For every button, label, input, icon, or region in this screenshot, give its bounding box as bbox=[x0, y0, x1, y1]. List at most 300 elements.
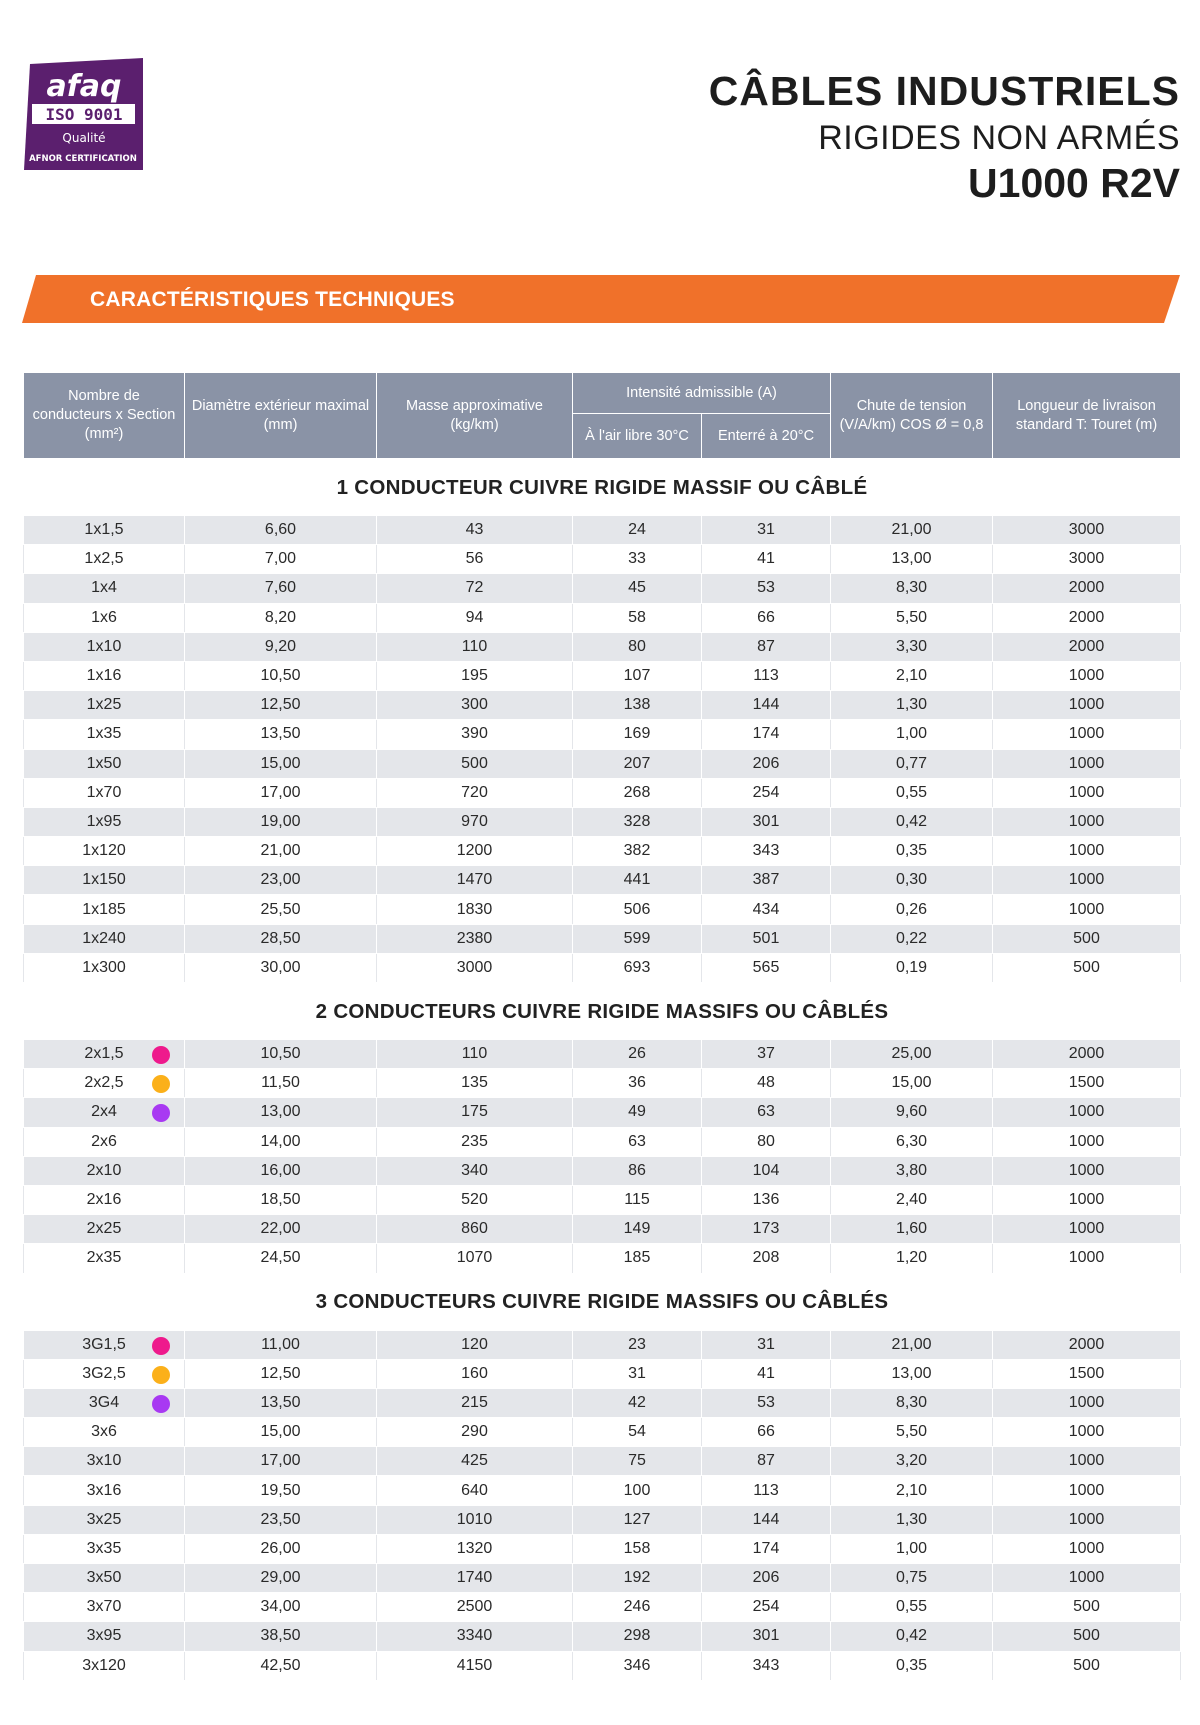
cell-mass: 860 bbox=[377, 1215, 573, 1244]
table-body bbox=[24, 459, 1181, 1681]
cell-length: 2000 bbox=[993, 632, 1181, 661]
cell-drop: 0,30 bbox=[831, 866, 993, 895]
table-row bbox=[24, 1622, 1181, 1651]
cell-buried: 48 bbox=[702, 1069, 831, 1098]
cell-drop: 21,00 bbox=[831, 516, 993, 545]
cell-length: 3000 bbox=[993, 516, 1181, 545]
cell-drop: 15,00 bbox=[831, 1069, 993, 1098]
cell-diameter: 7,60 bbox=[185, 574, 377, 603]
cell-drop: 8,30 bbox=[831, 1388, 993, 1417]
cell-mass: 1070 bbox=[377, 1244, 573, 1273]
cell-length: 500 bbox=[993, 1651, 1181, 1680]
table-row bbox=[24, 924, 1181, 953]
cell-length: 1000 bbox=[993, 837, 1181, 866]
section-value: 2x2,5 bbox=[84, 1074, 124, 1092]
group-heading-row bbox=[24, 1273, 1181, 1331]
cell-length: 1000 bbox=[993, 1505, 1181, 1534]
cell-mass: 195 bbox=[377, 661, 573, 690]
cell-drop: 5,50 bbox=[831, 603, 993, 632]
cell-drop: 2,40 bbox=[831, 1185, 993, 1214]
cell-mass: 94 bbox=[377, 603, 573, 632]
cell-diameter: 38,50 bbox=[185, 1622, 377, 1651]
section-value: 1x240 bbox=[82, 929, 126, 947]
cell-mass: 56 bbox=[377, 545, 573, 574]
cell-buried: 37 bbox=[702, 1040, 831, 1069]
cell-section bbox=[24, 574, 185, 603]
cell-air: 107 bbox=[573, 661, 702, 690]
table-row bbox=[24, 1476, 1181, 1505]
cell-drop: 2,10 bbox=[831, 1476, 993, 1505]
section-value: 1x95 bbox=[86, 812, 122, 830]
table-row bbox=[24, 574, 1181, 603]
cell-buried: 41 bbox=[702, 545, 831, 574]
section-value: 3x10 bbox=[86, 1452, 122, 1470]
color-dot-icon bbox=[152, 1337, 170, 1355]
table-row bbox=[24, 1593, 1181, 1622]
cell-length: 2000 bbox=[993, 603, 1181, 632]
cell-mass: 110 bbox=[377, 632, 573, 661]
section-value: 3x70 bbox=[86, 1598, 122, 1616]
cell-diameter: 15,00 bbox=[185, 749, 377, 778]
cell-diameter: 13,50 bbox=[185, 1388, 377, 1417]
section-value: 1x120 bbox=[82, 842, 126, 860]
cell-air: 346 bbox=[573, 1651, 702, 1680]
cell-air: 382 bbox=[573, 837, 702, 866]
cell-buried: 173 bbox=[702, 1215, 831, 1244]
cell-mass: 300 bbox=[377, 691, 573, 720]
cell-diameter: 23,50 bbox=[185, 1505, 377, 1534]
cell-drop: 1,60 bbox=[831, 1215, 993, 1244]
header-air: À l'air libre 30°C bbox=[573, 414, 702, 459]
cell-buried: 501 bbox=[702, 924, 831, 953]
table-row bbox=[24, 749, 1181, 778]
header-section: Nombre de conducteurs x Section (mm²) bbox=[24, 373, 185, 459]
cell-diameter: 7,00 bbox=[185, 545, 377, 574]
cell-length: 1000 bbox=[993, 661, 1181, 690]
section-value: 3G4 bbox=[88, 1393, 120, 1411]
cell-drop: 13,00 bbox=[831, 545, 993, 574]
cell-diameter: 42,50 bbox=[185, 1651, 377, 1680]
logo-quality: Qualité bbox=[62, 131, 106, 145]
cell-length: 1000 bbox=[993, 1127, 1181, 1156]
table-row bbox=[24, 1447, 1181, 1476]
cell-mass: 390 bbox=[377, 720, 573, 749]
cell-section bbox=[24, 1476, 185, 1505]
table-row bbox=[24, 1505, 1181, 1534]
cell-air: 192 bbox=[573, 1564, 702, 1593]
cell-buried: 53 bbox=[702, 1388, 831, 1417]
cell-drop: 0,35 bbox=[831, 837, 993, 866]
cell-section bbox=[24, 1098, 185, 1127]
cell-air: 138 bbox=[573, 691, 702, 720]
section-value: 2x16 bbox=[86, 1191, 122, 1209]
table-row bbox=[24, 1564, 1181, 1593]
cell-length: 1000 bbox=[993, 720, 1181, 749]
table-row bbox=[24, 1127, 1181, 1156]
cell-mass: 43 bbox=[377, 516, 573, 545]
cell-drop: 0,26 bbox=[831, 895, 993, 924]
logo-brand: afaq bbox=[46, 69, 122, 104]
table-row bbox=[24, 1040, 1181, 1069]
cell-mass: 2500 bbox=[377, 1593, 573, 1622]
group-title: 2 CONDUCTEURS CUIVRE RIGIDE MASSIFS OU CÂBLÉS bbox=[24, 983, 1181, 1041]
cell-length: 1000 bbox=[993, 895, 1181, 924]
cell-length: 500 bbox=[993, 1593, 1181, 1622]
cell-section bbox=[24, 1564, 185, 1593]
table-row bbox=[24, 1215, 1181, 1244]
cell-mass: 640 bbox=[377, 1476, 573, 1505]
cell-section bbox=[24, 1185, 185, 1214]
cell-drop: 3,80 bbox=[831, 1156, 993, 1185]
cell-buried: 206 bbox=[702, 1564, 831, 1593]
cell-buried: 174 bbox=[702, 1534, 831, 1563]
section-value: 1x4 bbox=[91, 579, 117, 597]
cell-diameter: 24,50 bbox=[185, 1244, 377, 1273]
cell-mass: 72 bbox=[377, 574, 573, 603]
table-row bbox=[24, 720, 1181, 749]
section-value: 1x70 bbox=[86, 783, 122, 801]
cell-section bbox=[24, 1418, 185, 1447]
section-value: 1x35 bbox=[86, 725, 122, 743]
cell-buried: 113 bbox=[702, 661, 831, 690]
cell-air: 24 bbox=[573, 516, 702, 545]
cell-air: 246 bbox=[573, 1593, 702, 1622]
cell-diameter: 12,50 bbox=[185, 1359, 377, 1388]
cell-diameter: 34,00 bbox=[185, 1593, 377, 1622]
cell-section bbox=[24, 1593, 185, 1622]
cell-length: 1000 bbox=[993, 807, 1181, 836]
cell-air: 207 bbox=[573, 749, 702, 778]
cell-drop: 1,00 bbox=[831, 720, 993, 749]
cell-diameter: 16,00 bbox=[185, 1156, 377, 1185]
cell-diameter: 21,00 bbox=[185, 837, 377, 866]
specifications-table bbox=[23, 372, 1181, 1681]
cell-diameter: 12,50 bbox=[185, 691, 377, 720]
section-value: 1x150 bbox=[82, 871, 126, 889]
cell-buried: 254 bbox=[702, 1593, 831, 1622]
cell-mass: 215 bbox=[377, 1388, 573, 1417]
cell-section bbox=[24, 516, 185, 545]
cell-section bbox=[24, 1156, 185, 1185]
section-value: 1x16 bbox=[86, 667, 122, 685]
logo-standard: ISO 9001 bbox=[45, 105, 123, 124]
cell-diameter: 18,50 bbox=[185, 1185, 377, 1214]
cell-drop: 13,00 bbox=[831, 1359, 993, 1388]
table-row bbox=[24, 1244, 1181, 1273]
section-banner bbox=[22, 275, 1180, 325]
cell-diameter: 17,00 bbox=[185, 1447, 377, 1476]
cell-buried: 144 bbox=[702, 691, 831, 720]
title-line-2: RIGIDES NON ARMÉS bbox=[818, 119, 1180, 157]
cell-buried: 87 bbox=[702, 1447, 831, 1476]
table-row bbox=[24, 1418, 1181, 1447]
cell-buried: 174 bbox=[702, 720, 831, 749]
cell-section bbox=[24, 895, 185, 924]
cell-section bbox=[24, 1127, 185, 1156]
cell-mass: 340 bbox=[377, 1156, 573, 1185]
cell-air: 127 bbox=[573, 1505, 702, 1534]
cell-buried: 63 bbox=[702, 1098, 831, 1127]
cell-drop: 2,10 bbox=[831, 661, 993, 690]
section-value: 2x1,5 bbox=[84, 1045, 124, 1063]
cell-mass: 970 bbox=[377, 807, 573, 836]
cell-section bbox=[24, 1069, 185, 1098]
cell-section bbox=[24, 1622, 185, 1651]
section-value: 3G2,5 bbox=[82, 1364, 126, 1382]
table-row bbox=[24, 1359, 1181, 1388]
section-value: 2x10 bbox=[86, 1161, 122, 1179]
table-row bbox=[24, 837, 1181, 866]
cell-buried: 144 bbox=[702, 1505, 831, 1534]
cell-buried: 31 bbox=[702, 1331, 831, 1360]
cell-mass: 2380 bbox=[377, 924, 573, 953]
cell-air: 75 bbox=[573, 1447, 702, 1476]
section-value: 3G1,5 bbox=[82, 1335, 126, 1353]
cell-air: 158 bbox=[573, 1534, 702, 1563]
cell-air: 441 bbox=[573, 866, 702, 895]
table-row bbox=[24, 1185, 1181, 1214]
cell-section bbox=[24, 632, 185, 661]
cell-air: 80 bbox=[573, 632, 702, 661]
cell-drop: 1,20 bbox=[831, 1244, 993, 1273]
header-diameter: Diamètre extérieur maximal (mm) bbox=[185, 373, 377, 459]
cell-drop: 3,20 bbox=[831, 1447, 993, 1476]
table-row bbox=[24, 603, 1181, 632]
cell-diameter: 30,00 bbox=[185, 953, 377, 982]
cell-section bbox=[24, 661, 185, 690]
cell-buried: 301 bbox=[702, 1622, 831, 1651]
cell-buried: 206 bbox=[702, 749, 831, 778]
color-dot-icon bbox=[152, 1395, 170, 1413]
cell-drop: 0,75 bbox=[831, 1564, 993, 1593]
cell-buried: 113 bbox=[702, 1476, 831, 1505]
cell-diameter: 6,60 bbox=[185, 516, 377, 545]
table-row bbox=[24, 632, 1181, 661]
table-row bbox=[24, 661, 1181, 690]
section-value: 2x4 bbox=[91, 1103, 117, 1121]
cell-length: 1000 bbox=[993, 1418, 1181, 1447]
cell-buried: 87 bbox=[702, 632, 831, 661]
section-value: 1x185 bbox=[82, 900, 126, 918]
table-row bbox=[24, 953, 1181, 982]
banner-label: CARACTÉRISTIQUES TECHNIQUES bbox=[90, 288, 455, 311]
table-row bbox=[24, 807, 1181, 836]
cell-mass: 4150 bbox=[377, 1651, 573, 1680]
cell-mass: 175 bbox=[377, 1098, 573, 1127]
section-value: 3x50 bbox=[86, 1569, 122, 1587]
cell-mass: 235 bbox=[377, 1127, 573, 1156]
cell-length: 1000 bbox=[993, 1156, 1181, 1185]
cell-drop: 0,77 bbox=[831, 749, 993, 778]
cell-buried: 53 bbox=[702, 574, 831, 603]
cell-drop: 0,35 bbox=[831, 1651, 993, 1680]
title-line-3: U1000 R2V bbox=[968, 160, 1180, 206]
cell-mass: 3340 bbox=[377, 1622, 573, 1651]
cell-drop: 0,42 bbox=[831, 807, 993, 836]
section-value: 1x300 bbox=[82, 958, 126, 976]
cell-length: 500 bbox=[993, 953, 1181, 982]
cell-air: 599 bbox=[573, 924, 702, 953]
cell-section bbox=[24, 924, 185, 953]
cell-length: 500 bbox=[993, 924, 1181, 953]
color-dot-icon bbox=[152, 1366, 170, 1384]
cell-buried: 565 bbox=[702, 953, 831, 982]
section-value: 2x35 bbox=[86, 1249, 122, 1267]
cell-length: 1000 bbox=[993, 866, 1181, 895]
cell-drop: 25,00 bbox=[831, 1040, 993, 1069]
cell-air: 33 bbox=[573, 545, 702, 574]
cell-length: 1000 bbox=[993, 1185, 1181, 1214]
cell-air: 100 bbox=[573, 1476, 702, 1505]
table-row bbox=[24, 895, 1181, 924]
cell-length: 1000 bbox=[993, 749, 1181, 778]
cell-mass: 1740 bbox=[377, 1564, 573, 1593]
cell-diameter: 28,50 bbox=[185, 924, 377, 953]
cell-length: 1000 bbox=[993, 1447, 1181, 1476]
cell-section bbox=[24, 953, 185, 982]
cell-mass: 1830 bbox=[377, 895, 573, 924]
cell-diameter: 11,50 bbox=[185, 1069, 377, 1098]
cell-air: 54 bbox=[573, 1418, 702, 1447]
table-row bbox=[24, 1331, 1181, 1360]
cell-length: 1000 bbox=[993, 1098, 1181, 1127]
cell-mass: 135 bbox=[377, 1069, 573, 1098]
section-value: 3x6 bbox=[91, 1423, 117, 1441]
header-buried: Enterré à 20°C bbox=[702, 414, 831, 459]
cell-air: 149 bbox=[573, 1215, 702, 1244]
group-heading-row bbox=[24, 983, 1181, 1041]
cell-mass: 110 bbox=[377, 1040, 573, 1069]
cell-air: 328 bbox=[573, 807, 702, 836]
cell-drop: 1,30 bbox=[831, 691, 993, 720]
section-value: 3x120 bbox=[82, 1656, 126, 1674]
cell-section bbox=[24, 837, 185, 866]
cell-buried: 41 bbox=[702, 1359, 831, 1388]
cell-length: 1500 bbox=[993, 1359, 1181, 1388]
cell-length: 1000 bbox=[993, 1534, 1181, 1563]
cell-air: 26 bbox=[573, 1040, 702, 1069]
cell-diameter: 9,20 bbox=[185, 632, 377, 661]
header-length: Longueur de livraison standard T: Touret (m) bbox=[993, 373, 1181, 459]
cell-diameter: 13,50 bbox=[185, 720, 377, 749]
cell-section bbox=[24, 1331, 185, 1360]
table-row bbox=[24, 545, 1181, 574]
cell-section bbox=[24, 1447, 185, 1476]
cell-length: 2000 bbox=[993, 574, 1181, 603]
afaq-iso-9001-logo bbox=[24, 58, 143, 170]
cell-section bbox=[24, 720, 185, 749]
cell-diameter: 14,00 bbox=[185, 1127, 377, 1156]
cell-buried: 301 bbox=[702, 807, 831, 836]
section-value: 1x25 bbox=[86, 696, 122, 714]
cell-diameter: 13,00 bbox=[185, 1098, 377, 1127]
cell-air: 31 bbox=[573, 1359, 702, 1388]
cell-mass: 1200 bbox=[377, 837, 573, 866]
table-row bbox=[24, 1388, 1181, 1417]
cell-drop: 0,42 bbox=[831, 1622, 993, 1651]
section-value: 1x1,5 bbox=[84, 521, 124, 539]
table-row bbox=[24, 1156, 1181, 1185]
cell-diameter: 25,50 bbox=[185, 895, 377, 924]
cell-section bbox=[24, 778, 185, 807]
section-value: 3x35 bbox=[86, 1539, 122, 1557]
cell-diameter: 8,20 bbox=[185, 603, 377, 632]
cell-mass: 1010 bbox=[377, 1505, 573, 1534]
cell-buried: 66 bbox=[702, 1418, 831, 1447]
table-row bbox=[24, 1651, 1181, 1680]
cell-buried: 208 bbox=[702, 1244, 831, 1273]
cell-section bbox=[24, 749, 185, 778]
cell-buried: 254 bbox=[702, 778, 831, 807]
cell-air: 36 bbox=[573, 1069, 702, 1098]
cell-diameter: 29,00 bbox=[185, 1564, 377, 1593]
color-dot-icon bbox=[152, 1104, 170, 1122]
section-value: 3x95 bbox=[86, 1627, 122, 1645]
cell-drop: 0,55 bbox=[831, 1593, 993, 1622]
color-dot-icon bbox=[152, 1046, 170, 1064]
section-value: 3x25 bbox=[86, 1510, 122, 1528]
cell-length: 2000 bbox=[993, 1331, 1181, 1360]
table-row bbox=[24, 516, 1181, 545]
cell-drop: 1,00 bbox=[831, 1534, 993, 1563]
header-voltage-drop: Chute de tension (V/A/km) COS Ø = 0,8 bbox=[831, 373, 993, 459]
cell-length: 1000 bbox=[993, 778, 1181, 807]
cell-diameter: 23,00 bbox=[185, 866, 377, 895]
cell-air: 185 bbox=[573, 1244, 702, 1273]
table-row bbox=[24, 1069, 1181, 1098]
cell-drop: 5,50 bbox=[831, 1418, 993, 1447]
color-dot-icon bbox=[152, 1075, 170, 1093]
section-value: 2x25 bbox=[86, 1220, 122, 1238]
cell-air: 58 bbox=[573, 603, 702, 632]
cell-drop: 0,55 bbox=[831, 778, 993, 807]
cell-buried: 434 bbox=[702, 895, 831, 924]
cell-air: 23 bbox=[573, 1331, 702, 1360]
cell-mass: 520 bbox=[377, 1185, 573, 1214]
cell-air: 268 bbox=[573, 778, 702, 807]
group-title: 1 CONDUCTEUR CUIVRE RIGIDE MASSIF OU CÂBLÉ bbox=[24, 459, 1181, 517]
cell-section bbox=[24, 545, 185, 574]
cell-air: 86 bbox=[573, 1156, 702, 1185]
cell-diameter: 22,00 bbox=[185, 1215, 377, 1244]
cell-length: 1000 bbox=[993, 1244, 1181, 1273]
cell-drop: 3,30 bbox=[831, 632, 993, 661]
cell-section bbox=[24, 1388, 185, 1417]
title-line-1: CÂBLES INDUSTRIELS bbox=[708, 68, 1180, 114]
cell-buried: 136 bbox=[702, 1185, 831, 1214]
cell-section bbox=[24, 691, 185, 720]
cell-buried: 66 bbox=[702, 603, 831, 632]
cell-diameter: 19,50 bbox=[185, 1476, 377, 1505]
cell-section bbox=[24, 866, 185, 895]
cell-buried: 31 bbox=[702, 516, 831, 545]
cell-mass: 3000 bbox=[377, 953, 573, 982]
cell-section bbox=[24, 1505, 185, 1534]
cell-diameter: 17,00 bbox=[185, 778, 377, 807]
cell-drop: 0,22 bbox=[831, 924, 993, 953]
cell-diameter: 15,00 bbox=[185, 1418, 377, 1447]
cell-diameter: 19,00 bbox=[185, 807, 377, 836]
group-title: 3 CONDUCTEURS CUIVRE RIGIDE MASSIFS OU CÂBLÉS bbox=[24, 1273, 1181, 1331]
header-mass: Masse approximative (kg/km) bbox=[377, 373, 573, 459]
cell-length: 2000 bbox=[993, 1040, 1181, 1069]
cell-air: 169 bbox=[573, 720, 702, 749]
cell-length: 1000 bbox=[993, 1215, 1181, 1244]
cell-section bbox=[24, 603, 185, 632]
cell-buried: 387 bbox=[702, 866, 831, 895]
cell-buried: 343 bbox=[702, 837, 831, 866]
cell-mass: 500 bbox=[377, 749, 573, 778]
